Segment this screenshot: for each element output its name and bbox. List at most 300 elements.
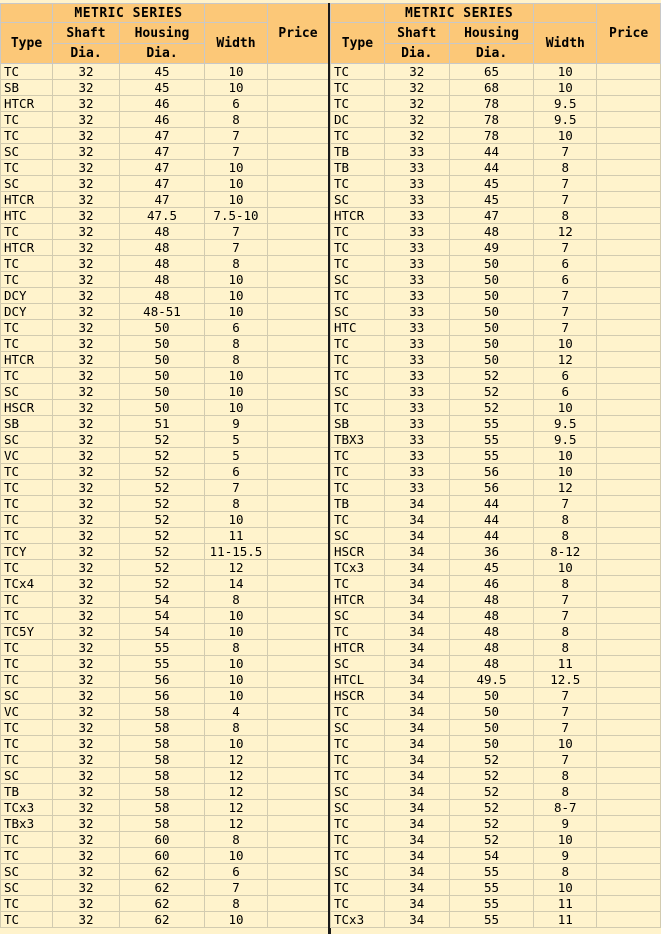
cell-shaft-dia: 32: [53, 528, 120, 544]
cell-price: [268, 272, 329, 288]
cell-shaft-dia: 32: [53, 80, 120, 96]
cell-shaft-dia: 33: [384, 432, 449, 448]
cell-shaft-dia: 32: [53, 112, 120, 128]
cell-housing-dia: 49: [449, 240, 534, 256]
cell-housing-dia: 44: [449, 528, 534, 544]
metric-series-table-right: [330, 3, 661, 928]
cell-width: 9.5: [534, 416, 597, 432]
cell-type: SC: [331, 528, 385, 544]
cell-shaft-dia: 34: [384, 592, 449, 608]
cell-shaft-dia: 33: [384, 176, 449, 192]
cell-housing-dia: 58: [120, 752, 205, 768]
column-header-shaft: Shaft: [53, 23, 120, 44]
table-row: [1, 80, 329, 96]
cell-width: 10: [534, 336, 597, 352]
cell-width: 10: [534, 448, 597, 464]
table-row: [331, 832, 661, 848]
cell-price: [597, 288, 661, 304]
cell-width: 8-12: [534, 544, 597, 560]
cell-housing-dia: 58: [120, 704, 205, 720]
cell-price: [597, 352, 661, 368]
cell-width: 10: [205, 608, 268, 624]
column-header-width: Width: [534, 23, 597, 64]
cell-shaft-dia: 33: [384, 464, 449, 480]
cell-price: [268, 400, 329, 416]
cell-width: 8: [205, 720, 268, 736]
cell-type: TCY: [1, 544, 53, 560]
cell-width: 7: [534, 496, 597, 512]
cell-price: [597, 592, 661, 608]
table-row: [1, 96, 329, 112]
cell-price: [268, 432, 329, 448]
cell-shaft-dia: 34: [384, 848, 449, 864]
cell-shaft-dia: 33: [384, 160, 449, 176]
table-row: [1, 592, 329, 608]
cell-type: TC5Y: [1, 624, 53, 640]
cell-type: TC: [1, 128, 53, 144]
cell-width: 8: [205, 832, 268, 848]
cell-housing-dia: 50: [449, 352, 534, 368]
cell-width: 12: [205, 816, 268, 832]
table-row: [1, 784, 329, 800]
cell-price: [597, 560, 661, 576]
cell-type: TC: [1, 160, 53, 176]
cell-price: [597, 192, 661, 208]
cell-housing-dia: 52: [120, 496, 205, 512]
cell-housing-dia: 50: [449, 704, 534, 720]
cell-shaft-dia: 32: [53, 688, 120, 704]
table-row: [1, 496, 329, 512]
cell-shaft-dia: 32: [53, 672, 120, 688]
cell-shaft-dia: 32: [53, 720, 120, 736]
cell-width: 11: [534, 656, 597, 672]
cell-price: [268, 480, 329, 496]
cell-type: TC: [1, 896, 53, 912]
column-header-width: Width: [205, 23, 268, 64]
cell-width: 12: [534, 224, 597, 240]
cell-housing-dia: 55: [449, 432, 534, 448]
cell-housing-dia: 50: [449, 688, 534, 704]
cell-type: TB: [1, 784, 53, 800]
cell-width: 10: [534, 80, 597, 96]
table-row: [1, 512, 329, 528]
cell-housing-dia: 50: [449, 288, 534, 304]
cell-width: 7: [534, 144, 597, 160]
cell-shaft-dia: 34: [384, 800, 449, 816]
cell-price: [268, 768, 329, 784]
cell-price: [268, 544, 329, 560]
cell-price: [268, 112, 329, 128]
cell-type: HTCR: [331, 640, 385, 656]
cell-width: 6: [205, 464, 268, 480]
table-row: [331, 528, 661, 544]
cell-type: TC: [1, 752, 53, 768]
cell-width: 7: [534, 176, 597, 192]
cell-type: TC: [331, 368, 385, 384]
table-row: [331, 160, 661, 176]
cell-shaft-dia: 34: [384, 512, 449, 528]
cell-shaft-dia: 34: [384, 528, 449, 544]
cell-width: 8: [205, 336, 268, 352]
cell-width: 9.5: [534, 96, 597, 112]
table-row: [331, 912, 661, 928]
cell-housing-dia: 47: [120, 160, 205, 176]
cell-shaft-dia: 32: [53, 496, 120, 512]
cell-shaft-dia: 32: [53, 128, 120, 144]
table-row: [1, 448, 329, 464]
cell-width: 10: [205, 848, 268, 864]
table-row: [1, 640, 329, 656]
cell-type: TC: [331, 896, 385, 912]
cell-shaft-dia: 33: [384, 336, 449, 352]
table-row: [1, 176, 329, 192]
cell-price: [268, 912, 329, 928]
table-row: [331, 624, 661, 640]
cell-price: [268, 384, 329, 400]
table-row: [1, 192, 329, 208]
cell-width: 9: [534, 848, 597, 864]
cell-housing-dia: 52: [120, 544, 205, 560]
column-subheader-housing-dia: Dia.: [449, 44, 534, 64]
cell-shaft-dia: 32: [53, 624, 120, 640]
cell-price: [268, 864, 329, 880]
cell-price: [268, 800, 329, 816]
table-row: [331, 560, 661, 576]
cell-housing-dia: 56: [449, 464, 534, 480]
cell-type: HSCR: [1, 400, 53, 416]
cell-type: TC: [331, 96, 385, 112]
table-row: [331, 752, 661, 768]
cell-width: 8: [534, 208, 597, 224]
cell-housing-dia: 48: [449, 656, 534, 672]
cell-shaft-dia: 33: [384, 224, 449, 240]
cell-shaft-dia: 34: [384, 656, 449, 672]
cell-width: 5: [205, 432, 268, 448]
column-header-housing: Housing: [449, 23, 534, 44]
column-header-type: Type: [331, 23, 385, 64]
table-row: [331, 544, 661, 560]
cell-price: [597, 208, 661, 224]
cell-width: 8: [534, 784, 597, 800]
cell-width: 8: [534, 576, 597, 592]
cell-price: [597, 128, 661, 144]
cell-width: 7: [205, 224, 268, 240]
cell-price: [597, 640, 661, 656]
cell-type: SB: [1, 80, 53, 96]
cell-width: 6: [205, 864, 268, 880]
cell-width: 8: [534, 864, 597, 880]
cell-shaft-dia: 34: [384, 496, 449, 512]
cell-width: 10: [205, 368, 268, 384]
cell-type: TC: [1, 336, 53, 352]
cell-width: 10: [205, 912, 268, 928]
cell-width: 9: [534, 816, 597, 832]
cell-housing-dia: 48: [449, 224, 534, 240]
cell-shaft-dia: 32: [53, 576, 120, 592]
cell-price: [268, 624, 329, 640]
cell-type: TC: [331, 480, 385, 496]
cell-shaft-dia: 32: [53, 240, 120, 256]
table-row: [331, 80, 661, 96]
table-header: [1, 4, 329, 64]
cell-type: SB: [1, 416, 53, 432]
cell-shaft-dia: 33: [384, 448, 449, 464]
cell-width: 12: [534, 480, 597, 496]
cell-price: [268, 848, 329, 864]
cell-shaft-dia: 32: [53, 96, 120, 112]
column-subheader-housing-dia: Dia.: [120, 44, 205, 64]
cell-shaft-dia: 32: [53, 608, 120, 624]
cell-shaft-dia: 33: [384, 192, 449, 208]
cell-type: HTCR: [1, 96, 53, 112]
cell-price: [268, 496, 329, 512]
table-row: [1, 240, 329, 256]
cell-shaft-dia: 32: [53, 192, 120, 208]
table-row: [331, 304, 661, 320]
table-row: [1, 416, 329, 432]
cell-type: HTCL: [331, 672, 385, 688]
table-row: [331, 496, 661, 512]
cell-width: 10: [534, 880, 597, 896]
cell-shaft-dia: 32: [53, 784, 120, 800]
cell-width: 7: [534, 240, 597, 256]
table-row: [1, 336, 329, 352]
table-row: [1, 880, 329, 896]
cell-width: 10: [534, 464, 597, 480]
header-blank-cell: [1, 4, 53, 23]
table-row: [1, 576, 329, 592]
cell-price: [268, 880, 329, 896]
cell-type: TC: [331, 80, 385, 96]
cell-housing-dia: 55: [449, 896, 534, 912]
cell-housing-dia: 45: [120, 64, 205, 80]
cell-housing-dia: 48: [449, 640, 534, 656]
cell-width: 11: [534, 896, 597, 912]
cell-housing-dia: 36: [449, 544, 534, 560]
cell-type: TC: [331, 352, 385, 368]
cell-shaft-dia: 32: [53, 288, 120, 304]
table-row: [331, 432, 661, 448]
table-row: [1, 544, 329, 560]
cell-housing-dia: 52: [120, 528, 205, 544]
header-blank-cell: [331, 4, 385, 23]
cell-type: TC: [1, 912, 53, 928]
cell-shaft-dia: 33: [384, 352, 449, 368]
cell-price: [268, 608, 329, 624]
table-row: [331, 336, 661, 352]
cell-price: [597, 304, 661, 320]
cell-housing-dia: 52: [449, 832, 534, 848]
cell-price: [268, 688, 329, 704]
table-row: [331, 288, 661, 304]
cell-width: 10: [534, 64, 597, 80]
cell-housing-dia: 50: [449, 336, 534, 352]
table-header: [331, 4, 661, 64]
cell-price: [268, 512, 329, 528]
cell-price: [597, 624, 661, 640]
cell-width: 7: [534, 288, 597, 304]
table-row: [331, 272, 661, 288]
cell-housing-dia: 62: [120, 912, 205, 928]
cell-width: 8: [534, 640, 597, 656]
table-row: [1, 432, 329, 448]
cell-housing-dia: 47.5: [120, 208, 205, 224]
cell-housing-dia: 55: [120, 656, 205, 672]
cell-type: SC: [331, 784, 385, 800]
cell-width: 7: [205, 128, 268, 144]
cell-housing-dia: 65: [449, 64, 534, 80]
table-row: [1, 464, 329, 480]
cell-type: DC: [331, 112, 385, 128]
cell-type: TCx4: [1, 576, 53, 592]
table-row: [331, 656, 661, 672]
cell-shaft-dia: 32: [53, 560, 120, 576]
cell-width: 7: [205, 144, 268, 160]
cell-shaft-dia: 32: [53, 816, 120, 832]
cell-type: TCx3: [331, 912, 385, 928]
cell-housing-dia: 58: [120, 768, 205, 784]
cell-type: SC: [331, 608, 385, 624]
cell-housing-dia: 50: [449, 256, 534, 272]
cell-price: [597, 720, 661, 736]
column-header-shaft: Shaft: [384, 23, 449, 44]
table-row: [331, 640, 661, 656]
cell-width: 7: [534, 704, 597, 720]
cell-housing-dia: 58: [120, 720, 205, 736]
cell-type: TC: [1, 512, 53, 528]
cell-type: HTC: [331, 320, 385, 336]
cell-housing-dia: 50: [120, 400, 205, 416]
table-row: [331, 128, 661, 144]
table-row: [331, 400, 661, 416]
cell-price: [268, 704, 329, 720]
table-row: [331, 672, 661, 688]
cell-price: [268, 560, 329, 576]
table-row: [1, 608, 329, 624]
cell-price: [268, 256, 329, 272]
table-row: [331, 176, 661, 192]
cell-type: SC: [331, 272, 385, 288]
cell-shaft-dia: 33: [384, 272, 449, 288]
cell-type: TC: [331, 176, 385, 192]
cell-housing-dia: 58: [120, 736, 205, 752]
cell-width: 10: [534, 400, 597, 416]
table-row: [331, 800, 661, 816]
cell-shaft-dia: 32: [53, 304, 120, 320]
table-row: [1, 144, 329, 160]
cell-type: SC: [331, 384, 385, 400]
table-row: [331, 64, 661, 80]
cell-shaft-dia: 33: [384, 256, 449, 272]
cell-type: TC: [1, 592, 53, 608]
cell-housing-dia: 45: [449, 560, 534, 576]
cell-type: HTCR: [331, 592, 385, 608]
cell-price: [597, 672, 661, 688]
cell-housing-dia: 50: [120, 368, 205, 384]
column-header-price: Price: [268, 4, 329, 64]
cell-type: TC: [1, 272, 53, 288]
cell-housing-dia: 58: [120, 816, 205, 832]
cell-housing-dia: 55: [449, 416, 534, 432]
cell-price: [597, 704, 661, 720]
cell-housing-dia: 52: [449, 800, 534, 816]
table-row: [331, 256, 661, 272]
cell-housing-dia: 52: [449, 768, 534, 784]
cell-type: TC: [1, 528, 53, 544]
cell-price: [597, 272, 661, 288]
cell-type: TC: [331, 576, 385, 592]
table-row: [331, 464, 661, 480]
table-row: [331, 720, 661, 736]
cell-housing-dia: 50: [449, 736, 534, 752]
cell-shaft-dia: 34: [384, 752, 449, 768]
cell-price: [597, 752, 661, 768]
cell-housing-dia: 50: [449, 272, 534, 288]
cell-type: TC: [331, 336, 385, 352]
cell-price: [268, 464, 329, 480]
cell-housing-dia: 44: [449, 496, 534, 512]
column-header-type: Type: [1, 23, 53, 64]
table-body: [1, 64, 329, 928]
cell-price: [597, 784, 661, 800]
cell-width: 8: [534, 768, 597, 784]
cell-shaft-dia: 34: [384, 784, 449, 800]
table-row: [331, 192, 661, 208]
cell-type: HTCR: [1, 240, 53, 256]
cell-shaft-dia: 34: [384, 720, 449, 736]
table-row: [331, 144, 661, 160]
table-row: [331, 576, 661, 592]
cell-price: [268, 80, 329, 96]
cell-type: TC: [331, 464, 385, 480]
cell-width: 8: [205, 896, 268, 912]
cell-type: TC: [1, 656, 53, 672]
cell-price: [597, 368, 661, 384]
cell-type: DCY: [1, 304, 53, 320]
table-row: [1, 208, 329, 224]
cell-type: TC: [1, 608, 53, 624]
cell-price: [268, 368, 329, 384]
table-row: [331, 320, 661, 336]
cell-width: 6: [534, 384, 597, 400]
table-row: [1, 816, 329, 832]
cell-shaft-dia: 32: [53, 64, 120, 80]
cell-shaft-dia: 34: [384, 864, 449, 880]
cell-price: [597, 896, 661, 912]
cell-type: TC: [1, 256, 53, 272]
cell-price: [597, 96, 661, 112]
cell-price: [268, 720, 329, 736]
cell-width: 8: [534, 528, 597, 544]
table-row: [331, 96, 661, 112]
cell-width: 11: [205, 528, 268, 544]
cell-price: [597, 608, 661, 624]
cell-width: 10: [205, 304, 268, 320]
cell-width: 10: [205, 656, 268, 672]
table-row: [1, 400, 329, 416]
cell-housing-dia: 52: [449, 752, 534, 768]
cell-housing-dia: 50: [449, 304, 534, 320]
cell-housing-dia: 47: [120, 128, 205, 144]
cell-type: HSCR: [331, 544, 385, 560]
cell-housing-dia: 50: [120, 352, 205, 368]
series-title: METRIC SERIES: [53, 4, 205, 23]
table-body: [331, 64, 661, 928]
cell-width: 12: [205, 768, 268, 784]
cell-type: TC: [1, 832, 53, 848]
cell-housing-dia: 50: [120, 320, 205, 336]
cell-type: VC: [1, 704, 53, 720]
